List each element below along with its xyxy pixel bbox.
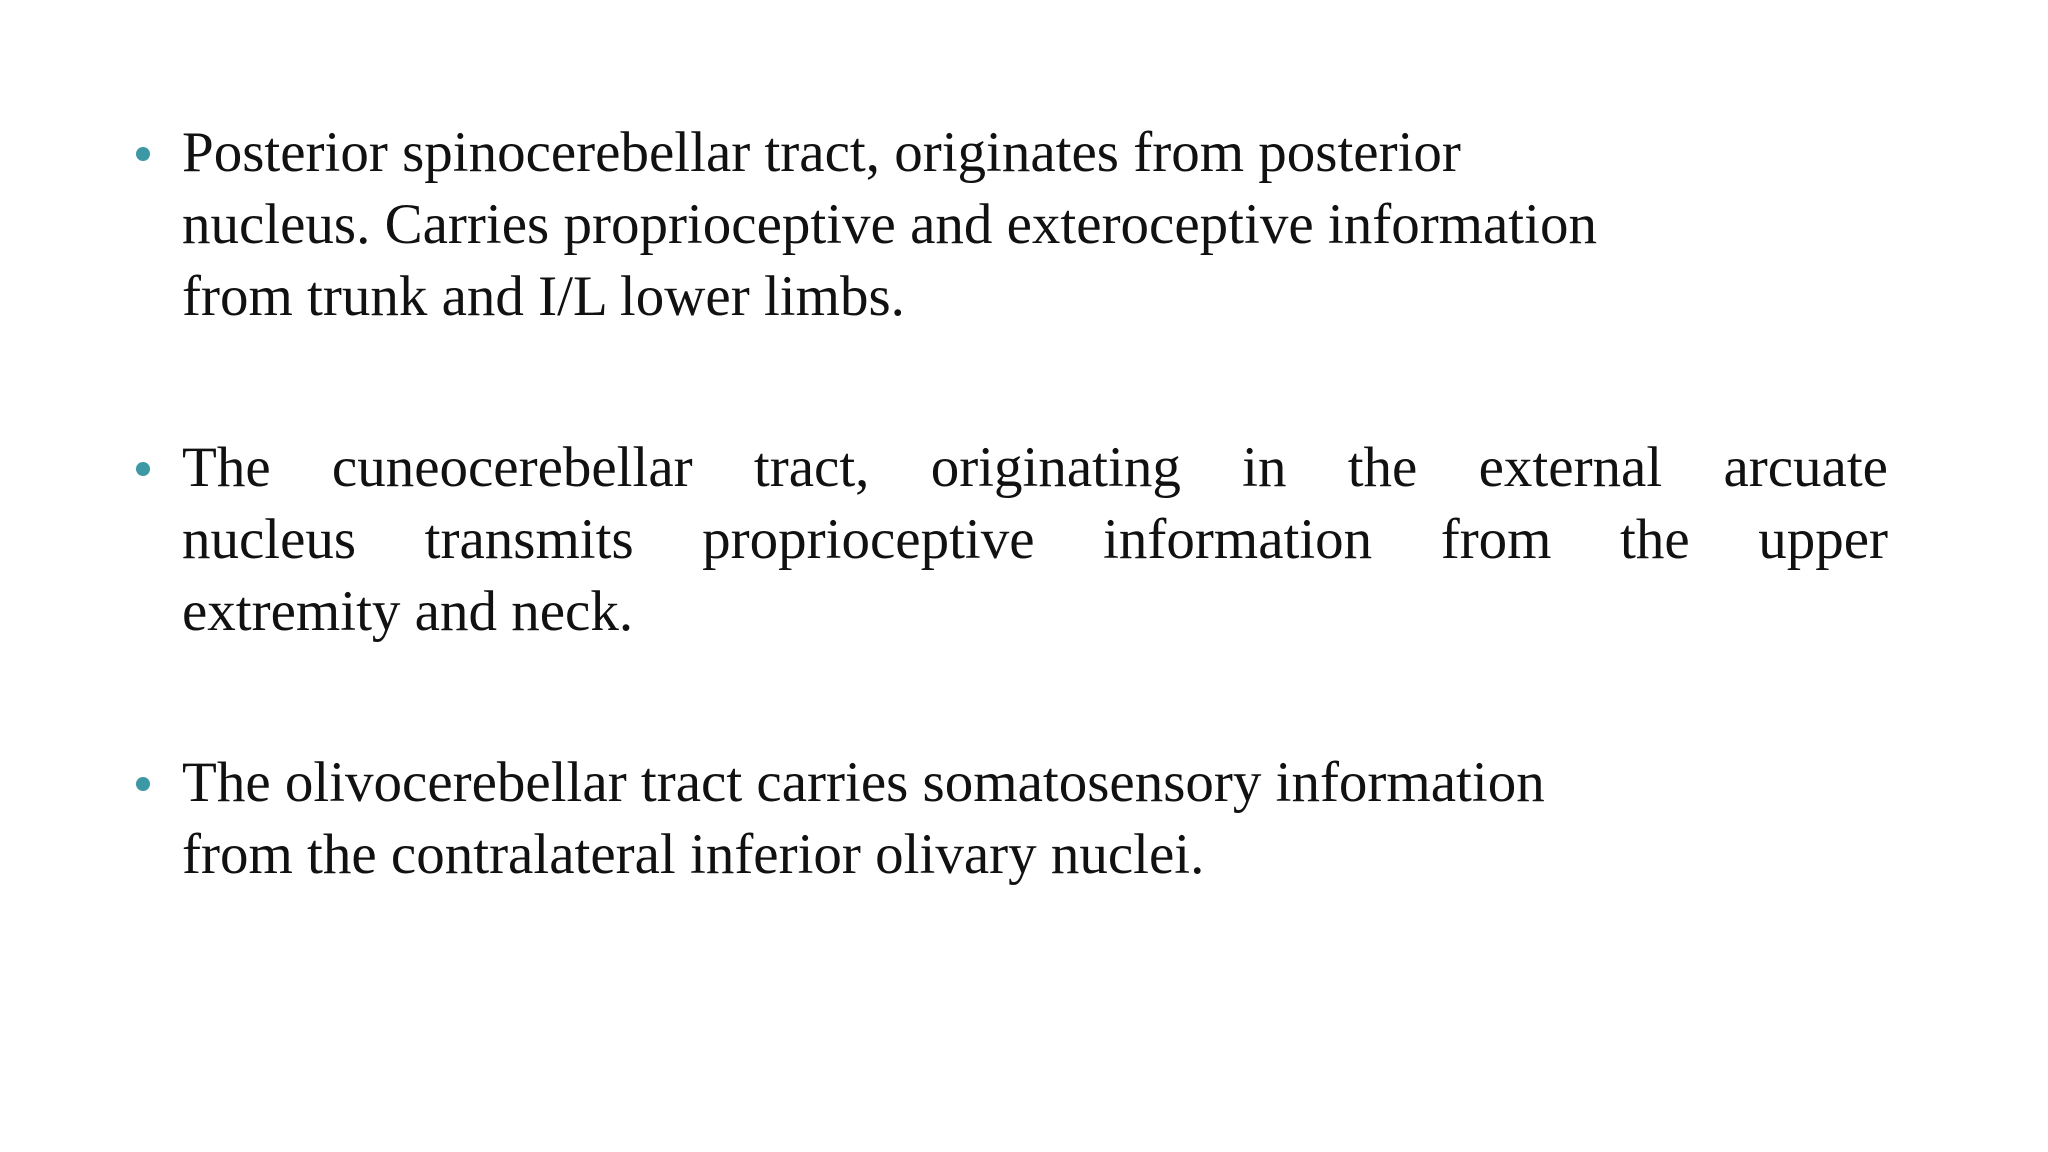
bullet-item-posterior-spinocerebellar [136, 117, 1766, 333]
bullet-line: nucleus. Carries proprioceptive and exteroceptive information [182, 193, 1597, 256]
bullet-line: Posterior spinocerebellar tract, originates from posterior [182, 121, 1461, 184]
bullet-line: from trunk and I/L lower limbs. [182, 265, 905, 328]
bullet-line: The cuneocerebellar tract, originating in the external arcuate [182, 436, 1888, 499]
bullet-item-olivocerebellar [136, 747, 1766, 891]
bullet-list [136, 117, 1888, 891]
bullet-line: nucleus transmits proprioceptive information from the upper [182, 508, 1888, 571]
bullet-line: from the contralateral inferior olivary nuclei. [182, 823, 1205, 886]
bullet-item-cuneocerebellar [136, 432, 1888, 648]
bullet-line: extremity and neck. [182, 580, 634, 643]
bullet-dot-icon [136, 462, 150, 476]
bullet-dot-icon [136, 147, 150, 161]
bullet-line: The olivocerebellar tract carries somatosensory information [182, 751, 1545, 814]
bullet-dot-icon [136, 777, 150, 791]
